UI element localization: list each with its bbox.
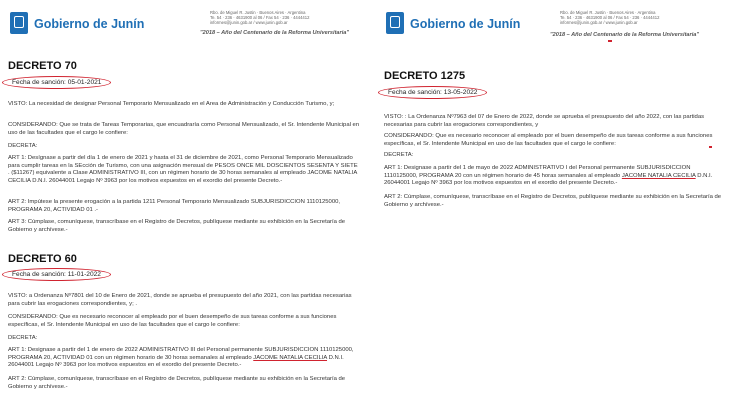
decree-1275-visto: VISTO: : La Ordenanza Nº7963 del 07 de Enero de 2022, donde se aprueba el presupuesto del año 2022, con las partidas necesarias para cubrir las erogaciones correspondientes, y — [384, 114, 705, 128]
decree-60-date: Fecha de sanción: 11-01-2022 — [2, 268, 111, 281]
right-document-panel — [376, 0, 730, 405]
decree-70-art2: ART 2: Impútese la presente erogación a la partida 1211 Personal Temporario Mensualizado SUBJURISDICCION 1110125000, PROGRAMA 20, ACTIVIDAD 01 .- — [8, 199, 341, 213]
decree-1275-art1: ART 1: Designase a partir del 1 de mayo de 2022 ADMINISTRATIVO I del Personal permanente SUBJURISDICCION 1110125000, PROGRAMA 20 con un régimen horario de 45 horas semanales al empleado JACOME NATALIA CECILIA D.N.I. 26044001 Legajo Nº 3963 por los motivos expuestos en el exordio del presente Decreto.- — [384, 165, 713, 187]
decree-60-art1: ART 1: Designase a partir del 1 de enero de 2022 ADMINISTRATIVO III del Personal permanente SUBJURISDICCION 1110125000, PROGRAMA 20, ACTIVIDAD 01 con un régimen horario de 30 horas semanales al empleado JACOME NATALIA CECILIA D.N.I. 26044001 Legajo Nº 3963 por los motivos expuestos en el exordio del presente Decreto.- — [8, 347, 354, 369]
letterhead-motto: "2018 – Año del Centenario de la Reforma Universitaria" — [550, 32, 700, 38]
employee-name: JACOME NATALIA CECILIA — [621, 172, 696, 179]
letterhead — [8, 6, 368, 46]
employee-name: JACOME NATALIA CECILIA — [8, 170, 357, 184]
municipal-logo-icon — [386, 12, 404, 34]
decree-70-art1: ART 1: Desígnase a partir del día 1 de enero de 2021 y hasta el 31 de diciembre de 2021, como Personal Temporario Mensualizado para cumplir tareas en la SEcción de Turismo, con una asignación mensual de PESOS ONCE MIL DOSCIENTOS SESENTA Y SIETE . ($11267) equivalente a Clase ADMINISTRATIVO III, con un régimen horario de 30 horas semanales al empleado JACOME NATALIA CECILIA D.N.I. 26044001 Legajo Nº 3963 por los motivos expuestos en el exordio del presente Decreto.- — [8, 155, 358, 184]
decree-1275-date: Fecha de sanción: 13-05-2022 — [378, 86, 487, 99]
decree-60-art2: ART 2: Cúmplase, comuníquese, transcríbase en el Registro de Decretos, publíquese mediante su exhibición en la Secretaría de Gobierno y archívese.- — [8, 376, 346, 390]
letterhead-address: Rbo. de Miguel R. Justin · Buenos Aires · Argentina Te. 54 · 236 · 4631900 al 06 / Fax 54 · 236 · 4444412 informes@junin.gob.ar / www.junin.gob.ar — [560, 10, 660, 26]
decree-1275-title: DECRETO 1275 — [384, 70, 466, 82]
decree-1275-considerando: CONSIDERANDO: Que es necesario reconocer al empleado por el buen desempeño de sus tareas conforme a sus funciones específicas, el Sr. Intendente Municipal en uso de las facultades que el cargo le confiere: — [384, 133, 713, 147]
decree-1275-art2: ART 2: Cúmplase, comuníquese, transcríbase en el Registro de Decretos, publíquese mediante su exhibición en la Secretaría de Gobierno y archívese.- — [384, 194, 722, 208]
decree-70-title: DECRETO 70 — [8, 60, 77, 72]
decree-60-visto: VISTO: a Ordenanza Nº7801 del 10 de Enero de 2021, donde se aprueba el presupuesto del año 2021, con las partidas necesarias para cubrir las erogaciones correspondientes, y; . — [8, 293, 352, 307]
decree-60-title: DECRETO 60 — [8, 253, 77, 265]
municipal-logo-icon — [10, 12, 28, 34]
employee-name: JACOME NATALIA CECILIA — [253, 354, 328, 361]
decree-70-visto: VISTO: La necesidad de designar Personal Temporario Mensualizado en el Area de Administración y Conducción Turismo, y; — [8, 101, 335, 107]
decree-60-decreta: DECRETA: — [8, 335, 38, 341]
red-pen-mark — [608, 40, 612, 42]
letterhead-address: Rbo. de Miguel R. Justin · Buenos Aires · Argentina Te. 54 · 236 · 4631900 al 06 / Fax 54 · 236 · 4444412 informes@junin.gob.ar / www.junin.gob.ar — [210, 10, 310, 26]
decree-70-considerando: CONSIDERANDO: Que se trata de Tareas Temporarias, que encuadraría como Personal Mensualizado, el Sr. Intendente Municipal en uso de las facultades que el cargo le confiere: — [8, 122, 360, 136]
decree-70-art3: ART 3: Cúmplase, comuníquese, transcríbase en el Registro de Decretos, publíquese mediante su exhibición en la Secretaría de Gobierno y archívese.- — [8, 219, 346, 233]
red-pen-mark — [709, 146, 712, 148]
decree-1275-decreta: DECRETA: — [384, 152, 414, 158]
brand-name: Gobierno de Junín — [34, 17, 145, 31]
letterhead-motto: "2018 – Año del Centenario de la Reforma Universitaria" — [200, 30, 350, 36]
letterhead — [384, 6, 730, 46]
decree-70-date: Fecha de sanción: 05-01-2021 — [2, 76, 111, 89]
decree-70-decreta: DECRETA: — [8, 143, 38, 149]
decree-60-considerando: CONSIDERANDO: Que es necesario reconocer al empleado por el buen desempeño de sus tareas conforme a sus funciones específicas, el Sr. Intendente Municipal en uso de las facultades que el cargo le confiere: — [8, 314, 337, 328]
brand-name: Gobierno de Junín — [410, 17, 521, 31]
